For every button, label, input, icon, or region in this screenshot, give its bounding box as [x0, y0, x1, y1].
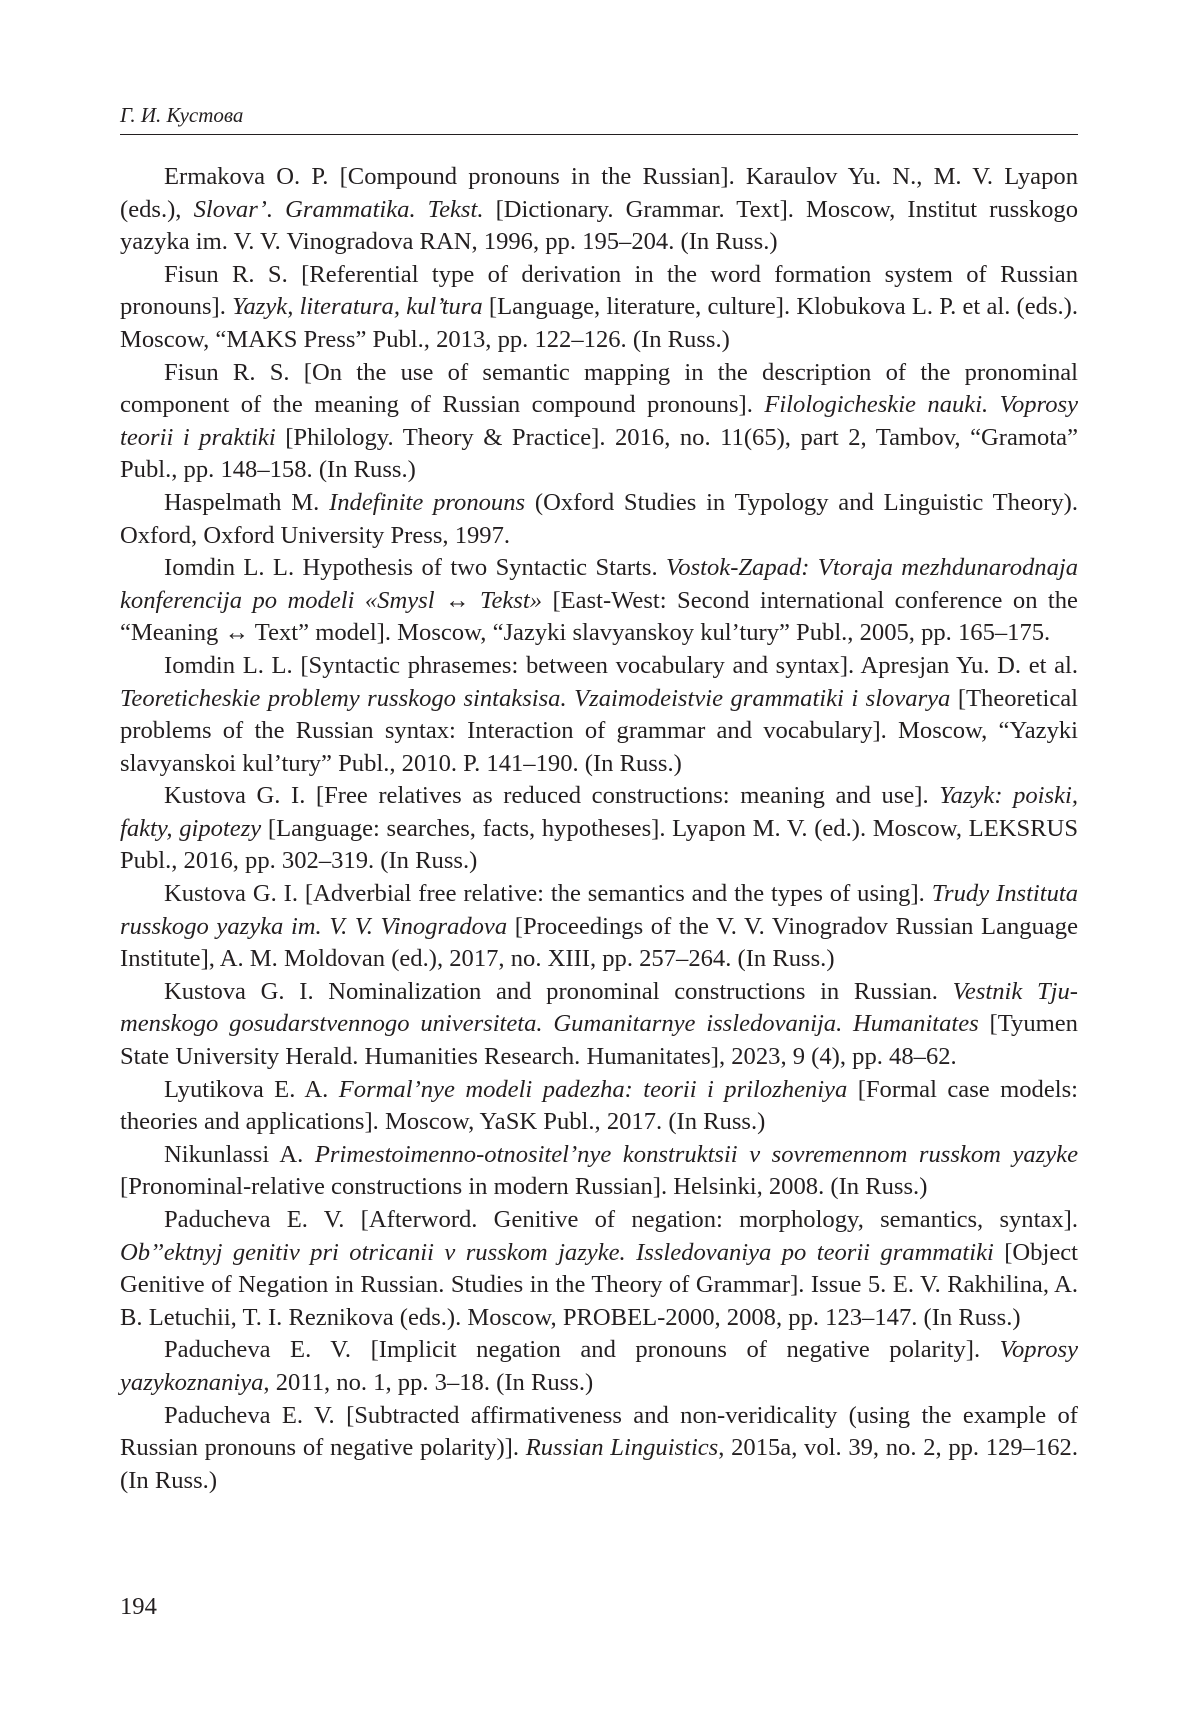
reference-title: Indefinite pronouns	[329, 488, 526, 516]
reference-item	[120, 1204, 1078, 1334]
reference-title: Primestoimenno-otnositel’nye konstruktsii v sovremennom russkom yazyke	[314, 1140, 1078, 1168]
reference-item	[120, 878, 1078, 976]
reference-item	[120, 552, 1078, 650]
reference-item	[120, 1400, 1078, 1498]
reference-title: Yazyk: poiski, fakty, gipotezy	[120, 782, 1078, 842]
reference-text: Fisun R. S. [On the use of semantic mapping in the description of the pronominal component of the meaning of Russian compound pronouns].	[120, 358, 1078, 419]
reference-text: Haspelmath M.	[164, 488, 330, 516]
reference-text: Iomdin L. L. Hypothesis of two Syntactic Starts.	[164, 554, 666, 582]
reference-text: Lyutikova E. A.	[164, 1075, 339, 1103]
reference-title: Voprosy yazykoznaniya	[120, 1336, 1078, 1396]
reference-text: Kustova G. I. [Adverbial free relative: the semantics and the types of using].	[164, 880, 932, 908]
reference-text: [Formal case models: theories and applications]. Moscow, YaSK Publ., 2017. (In Russ.)	[120, 1075, 1078, 1136]
reference-text: (Oxford Studies in Typology and Linguistic Theory). Oxford, Oxford University Press, 1997.	[120, 488, 1078, 549]
reference-title: Formal’nye modeli padezha: teorii i prilozheniya	[338, 1075, 848, 1103]
reference-item	[120, 161, 1078, 259]
running-head-author: Г. И. Кустова	[120, 103, 244, 127]
reference-text: Ermakova O. P. [Compound pronouns in the Russian]. Karaulov Yu. N., M. V. Lyapon (eds.),	[120, 163, 1078, 223]
reference-text: Kustova G. I. [Free relatives as reduced constructions: meaning and use].	[164, 782, 940, 810]
reference-item	[120, 357, 1078, 487]
reference-item	[120, 1074, 1078, 1139]
reference-item	[120, 487, 1078, 552]
reference-text: [Proceedings of the V. V. Vinogradov Russian Language Institute], A. M. Moldovan (ed.), 2017, no. XIII, pp. 257–264. (In Russ.)	[120, 912, 1079, 973]
reference-title: Ob’’ektnyj genitiv pri otricanii v russkom jazyke. Issledovaniya po teorii grammatiki	[120, 1238, 994, 1266]
reference-title: Slovar’. Grammatika. Tekst.	[193, 195, 484, 223]
reference-title: Vestnik Tjumenskogo gosudarstvennogo universiteta. Gumanitarnye issledovanija. Humanitates	[120, 977, 1078, 1038]
reference-title: Trudy Instituta russkogo yazyka im. V. V. Vinogradova	[120, 880, 1078, 940]
reference-item	[120, 976, 1078, 1074]
reference-text: [Theoretical problems of the Russian syntax: Interaction of grammar and vocabulary]. Moscow, “Yazyki slavyanskoi kul’tury” Publ., 2010. P. 141–190. (In Russ.)	[120, 684, 1078, 777]
reference-text: [East-West: Second international conference on the “Meaning ↔ Text” model]. Moscow, “Jazyki slavyanskoy kul’tury” Publ., 2005, pp. 165–175.	[120, 586, 1078, 647]
reference-text: Paducheva E. V. [Subtracted affirmativeness and non-veridicality (using the example of Russian pronouns of negative polarity)].	[120, 1401, 1078, 1462]
reference-text: , 2015a, vol. 39, no. 2, pp. 129–162. (In Russ.)	[120, 1434, 1078, 1494]
reference-text: [Dictionary. Grammar. Text]. Moscow, Institut russkogo yazyka im. V. V. Vinogradova RAN, 1996, pp. 195–204. (In Russ.)	[120, 195, 1079, 256]
reference-item	[120, 780, 1078, 878]
reference-title: Teoreticheskie problemy russkogo sintaksisa. Vzaimodeistvie grammatiki i slovarya	[120, 684, 951, 712]
reference-text: [Tyumen State University Herald. Humanities Research. Humanitates], 2023, 9 (4), pp. 48–62.	[120, 1010, 1078, 1071]
reference-title: Filologicheskie nauki. Voprosy teorii i praktiki	[120, 391, 1078, 451]
reference-item	[120, 1334, 1078, 1399]
reference-item	[120, 1139, 1078, 1204]
reference-title: Yazyk, literatura, kul’tura	[232, 293, 483, 321]
reference-text: [Object Genitive of Negation in Russian. Studies in the Theory of Grammar]. Issue 5. E. V. Rakhilina, A. B. Letuchii, T. I. Reznikova (eds.). Moscow, PROBEL-2000, 2008, pp. 123–147. (In Russ.)	[120, 1238, 1078, 1331]
reference-text: , 2011, no. 1, pp. 3–18. (In Russ.)	[263, 1368, 594, 1396]
reference-text: Paducheva E. V. [Implicit negation and pronouns of negative polarity].	[164, 1336, 1000, 1364]
reference-text: Fisun R. S. [Referential type of derivation in the word formation system of Russian pronouns].	[120, 260, 1078, 321]
reference-title: Russian Linguistics	[525, 1434, 719, 1462]
reference-text: [Language: searches, facts, hypotheses]. Lyapon M. V. (ed.). Moscow, LEKSRUS Publ., 2016, pp. 302–319. (In Russ.)	[120, 814, 1078, 875]
reference-text: Kustova G. I. Nominalization and pronominal constructions in Russian.	[164, 977, 953, 1005]
header-rule	[120, 134, 1078, 135]
reference-item	[120, 650, 1078, 780]
reference-title: Vostok-Zapad: Vtoraja mezhdunarodnaja konferencija po modeli «Smysl ↔ Tekst»	[120, 554, 1079, 614]
reference-text: Nikunlassi A.	[164, 1140, 315, 1168]
reference-text: Iomdin L. L. [Syntactic phrasemes: between vocabulary and syntax]. Apresjan Yu. D. et al.	[164, 651, 1078, 679]
reference-text: [Philology. Theory & Practice]. 2016, no. 11(65), part 2, Tambov, “Gramota” Publ., pp. 148–158. (In Russ.)	[120, 423, 1078, 484]
reference-text: [Pronominal-relative constructions in modern Russian]. Helsinki, 2008. (In Russ.)	[120, 1173, 928, 1201]
reference-text: Paducheva E. V. [Afterword. Genitive of negation: morphology, semantics, syntax].	[164, 1206, 1078, 1233]
reference-text: [Language, literature, culture]. Klobukova L. P. et al. (eds.). Moscow, “MAKS Press” Publ., 2013, pp. 122–126. (In Russ.)	[120, 293, 1079, 353]
reference-item	[120, 259, 1078, 357]
reference-list	[120, 161, 1078, 1497]
page-number: 194	[120, 1593, 157, 1620]
